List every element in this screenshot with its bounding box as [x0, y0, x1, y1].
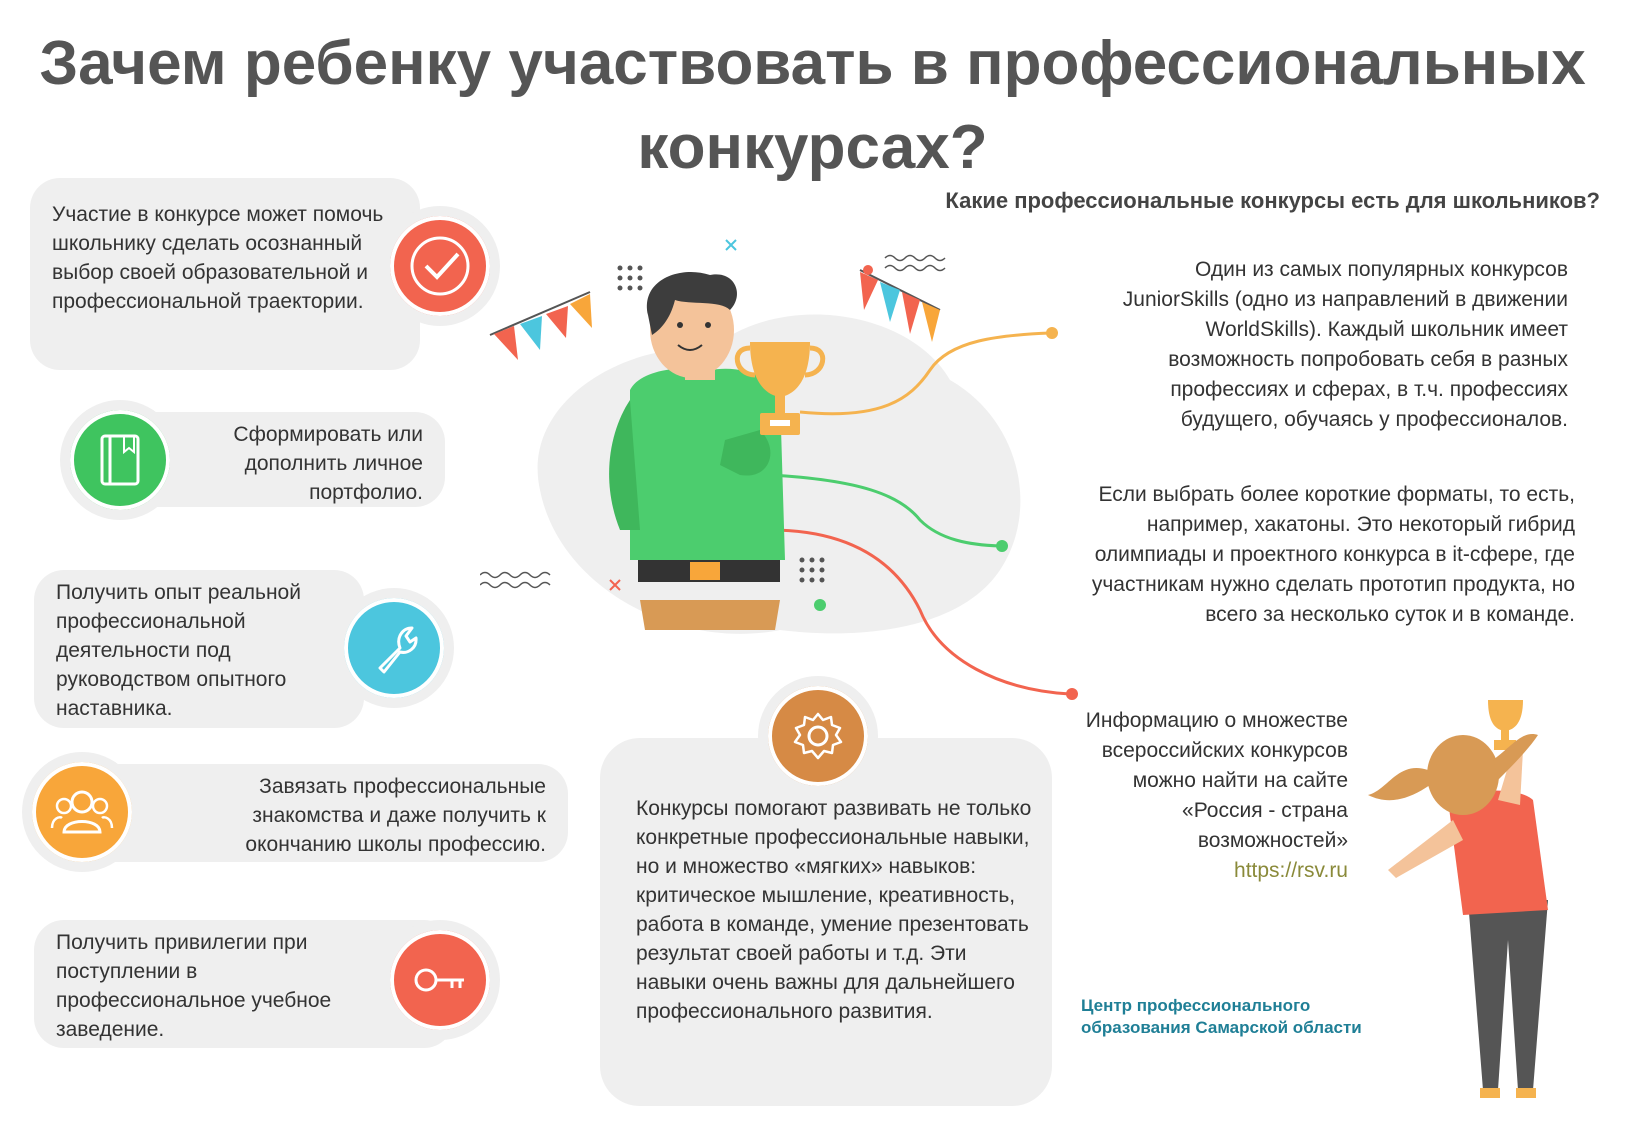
illustration-man-with-trophy: [480, 230, 1120, 730]
benefit-card-1: [30, 178, 420, 370]
gear-icon: [768, 686, 868, 786]
benefit-card-4: [80, 764, 568, 862]
competition-hackathons: Если выбрать более короткие форматы, то есть, например, хакатоны. Это некоторый гибрид олимпиады и проектного конкурса в it-сфере, где участникам нужно сделать прототип продукта, но всего за несколько суток и в команде.: [1091, 483, 1575, 626]
illustration-girl-with-trophy: [1348, 690, 1608, 1110]
benefit-text: Завязать профессиональные знакомства и даже получить к окончанию школы профессию.: [245, 775, 546, 856]
benefit-text: Участие в конкурсе может помочь школьнику сделать осознанный выбор своей образовательной и профессиональной траектории.: [52, 203, 384, 313]
competition-rsv: [1080, 706, 1348, 886]
benefit-card-3: [34, 570, 364, 728]
benefit-icon-badge-2: [60, 400, 180, 520]
key-icon: [390, 930, 490, 1030]
wrench-icon: [344, 598, 444, 698]
benefit-icon-badge-4: [22, 752, 142, 872]
book-icon: [70, 410, 170, 510]
benefit-text: Сформировать или дополнить личное портфолио.: [233, 423, 423, 504]
page-title: [0, 22, 1625, 190]
rsv-link[interactable]: https://rsv.ru: [1234, 859, 1348, 882]
bunting-left: [490, 292, 592, 360]
soft-skills-text: Конкурсы помогают развивать не только конкретные профессиональные навыки, но и множество «мягких» навыков: критическое мышление, креативность, работа в команде, умение презентовать результат своей работы и т.д. Эти навыки очень важны для дальнейшего профессионального развития.: [636, 797, 1032, 1023]
organization-name: [1081, 995, 1362, 1039]
benefit-text: Получить привилегии при поступлении в профессиональное учебное заведение.: [56, 931, 332, 1041]
soft-skills-icon-badge: [758, 676, 878, 796]
benefit-icon-badge-1: [380, 206, 500, 326]
people-icon: [32, 762, 132, 862]
organization-line-2: образования Самарской области: [1081, 1018, 1362, 1037]
competition-juniorskills: Один из самых популярных конкурсов JuniorSkills (одно из направлений в движении WorldSkills). Каждый школьник имеет возможность попробовать себя в разных профессиях и сферах, в т.ч. профессиях будущего, обучаясь у профессионалов.: [1122, 258, 1568, 431]
check-icon: [390, 216, 490, 316]
benefit-icon-badge-5: [380, 920, 500, 1040]
section-subtitle: Какие профессиональные конкурсы есть для школьников?: [945, 188, 1600, 213]
title-line-1: Зачем ребенку участвовать в профессиональных: [39, 29, 1586, 98]
title-line-2: конкурсах?: [637, 113, 988, 182]
benefit-text: Получить опыт реальной профессиональной деятельности под руководством опытного наставника.: [56, 581, 301, 720]
organization-line-1: Центр профессионального: [1081, 996, 1311, 1015]
benefit-icon-badge-3: [334, 588, 454, 708]
competition-rsv-text: Информацию о множестве всероссийских конкурсов можно найти на сайте «Россия - страна возможностей»: [1085, 709, 1348, 852]
